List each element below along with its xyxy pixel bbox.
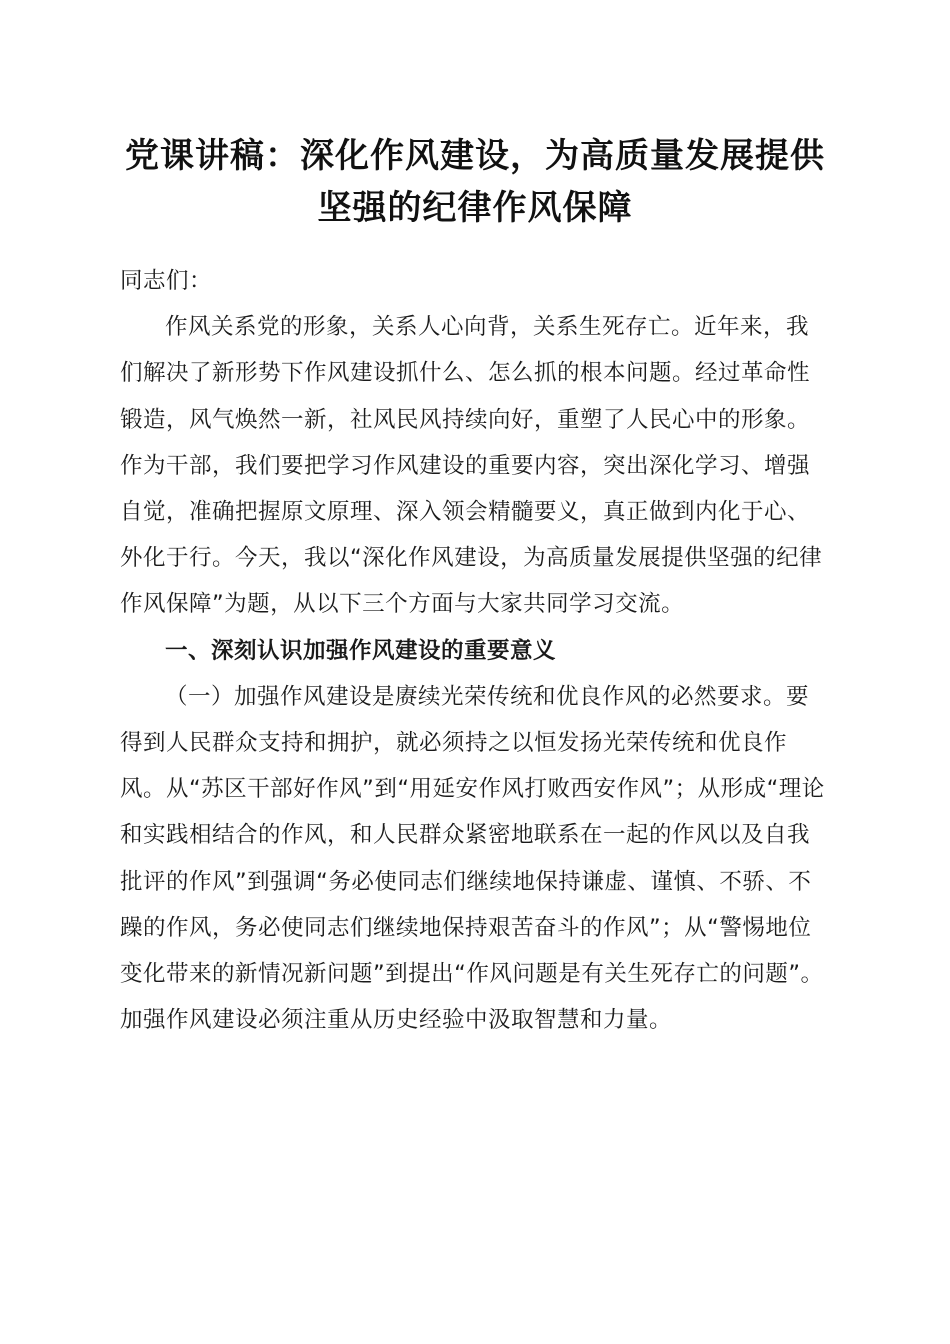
- section-1-paragraph-1: （一）加强作风建设是赓续光荣传统和优良作风的必然要求。要得到人民群众支持和拥护，就必须持之以恒发扬光荣传统和优良作风。从“苏区干部好作风”到“用延安作风打败西安作风”；从形成“理论和实践相结合的作风，和人民群众紧密地联系在一起的作风以及自我批评的作风”到强调“务必使同志们继续地保持谦虚、谨慎、不骄、不躁的作风，务必使同志们继续地保持艰苦奋斗的作风”；从“警惕地位变化带来的新情况新问题”到提出“作风问题是有关生死存亡的问题”。加强作风建设必须注重从历史经验中汲取智慧和力量。: [120, 683, 825, 1034]
- title-line-2: 坚强的纪律作风保障: [317, 188, 633, 228]
- section-heading-1: 一、深刻认识加强作风建设的重要意义: [165, 637, 557, 664]
- title-line-1: 党课讲稿：深化作风建设，为高质量发展提供: [125, 136, 825, 176]
- salutation: 同志们：: [120, 268, 213, 294]
- intro-paragraph: 作风关系党的形象，关系人心向背，关系生死存亡。近年来，我们解决了新形势下作风建设抓什么、怎么抓的根本问题。经过革命性锻造，风气焕然一新，社风民风持续向好，重塑了人民心中的形象。作为干部，我们要把学习作风建设的重要内容，突出深化学习、增强自觉，准确把握原文原理、深入领会精髓要义，真正做到内化于心、外化于行。今天，我以“深化作风建设，为高质量发展提供坚强的纪律作风保障”为题，从以下三个方面与大家共同学习交流。: [120, 314, 823, 618]
- document-title: [95, 130, 855, 234]
- document-body: [120, 258, 830, 1043]
